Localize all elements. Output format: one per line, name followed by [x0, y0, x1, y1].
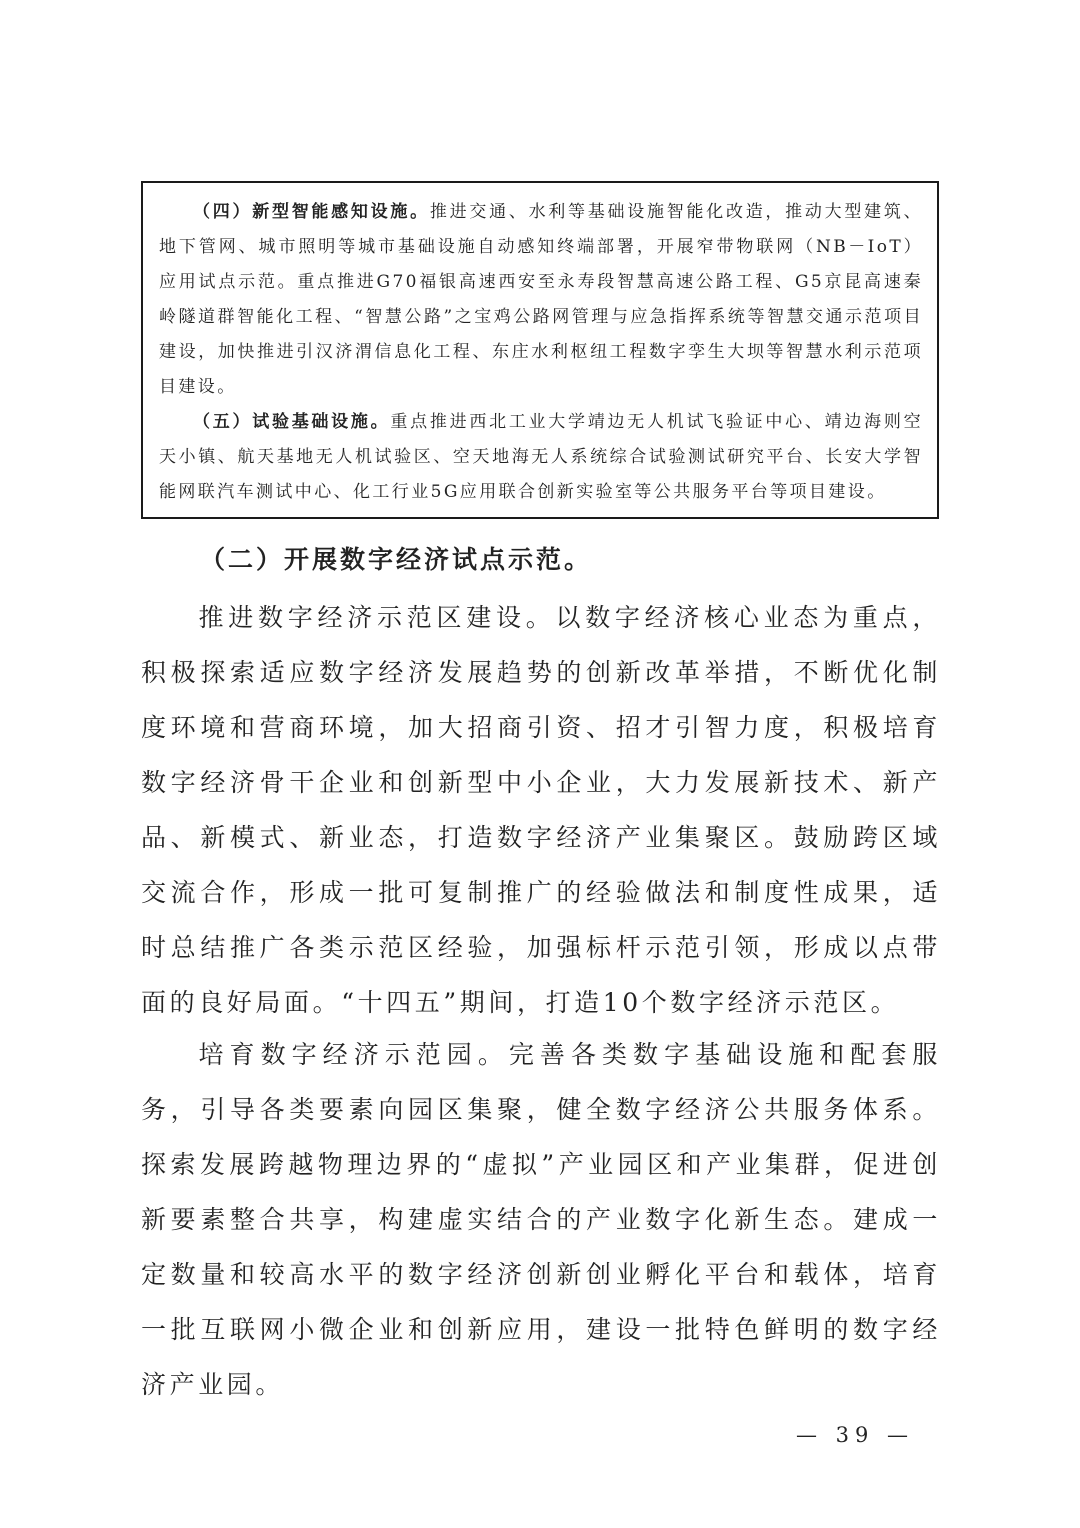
box-item-testing-heading: （五）试验基础设施。: [193, 412, 391, 432]
paragraph-demo-zone: 推进数字经济示范区建设。以数字经济核心业态为重点，积极探索适应数字经济发展趋势的创新改革举措，不断优化制度环境和营商环境，加大招商引资、招才引智力度，积极培育数字经济骨干企业和创新型中小企业，大力发展新技术、新产品、新模式、新业态，打造数字经济产业集聚区。鼓励跨区域交流合作，形成一批可复制推广的经验做法和制度性成果，适时总结推广各类示范区经验，加强标杆示范引领，形成以点带面的良好局面。“十四五”期间，打造10个数字经济示范区。: [141, 603, 941, 1017]
box-item-smart-sensing-heading: （四）新型智能感知设施。: [193, 202, 430, 222]
box-item-smart-sensing: [159, 195, 923, 405]
boxed-infrastructure-list: [141, 181, 939, 519]
box-item-testing-infrastructure: [159, 405, 923, 510]
box-item-smart-sensing-body: 推进交通、水利等基础设施智能化改造，推动大型建筑、地下管网、城市照明等城市基础设施自动感知终端部署，开展窄带物联网（NB－IoT）应用试点示范。重点推进G70福银高速西安至永寿段智慧高速公路工程、G5京昆高速秦岭隧道群智能化工程、“智慧公路”之宝鸡公路网管理与应急指挥系统等智慧交通示范项目建设，加快推进引汉济渭信息化工程、东庄水利枢纽工程数字孪生大坝等智慧水利示范项目建设。: [159, 202, 923, 397]
section-heading: （二）开展数字经济试点示范。: [200, 545, 593, 574]
page-number: — 39 —: [795, 1423, 915, 1447]
box-item-testing-body: 重点推进西北工业大学靖边无人机试飞验证中心、靖边海则空天小镇、航天基地无人机试验区、空天地海无人系统综合试验测试研究平台、长安大学智能网联汽车测试中心、化工行业5G应用联合创新实验室等公共服务平台等项目建设。: [159, 412, 923, 502]
paragraph-demo-park: 培育数字经济示范园。完善各类数字基础设施和配套服务，引导各类要素向园区集聚，健全数字经济公共服务体系。探索发展跨越物理边界的“虚拟”产业园区和产业集群，促进创新要素整合共享，构建虚实结合的产业数字化新生态。建成一定数量和较高水平的数字经济创新创业孵化平台和载体，培育一批互联网小微企业和创新应用，建设一批特色鲜明的数字经济产业园。: [141, 1040, 941, 1399]
